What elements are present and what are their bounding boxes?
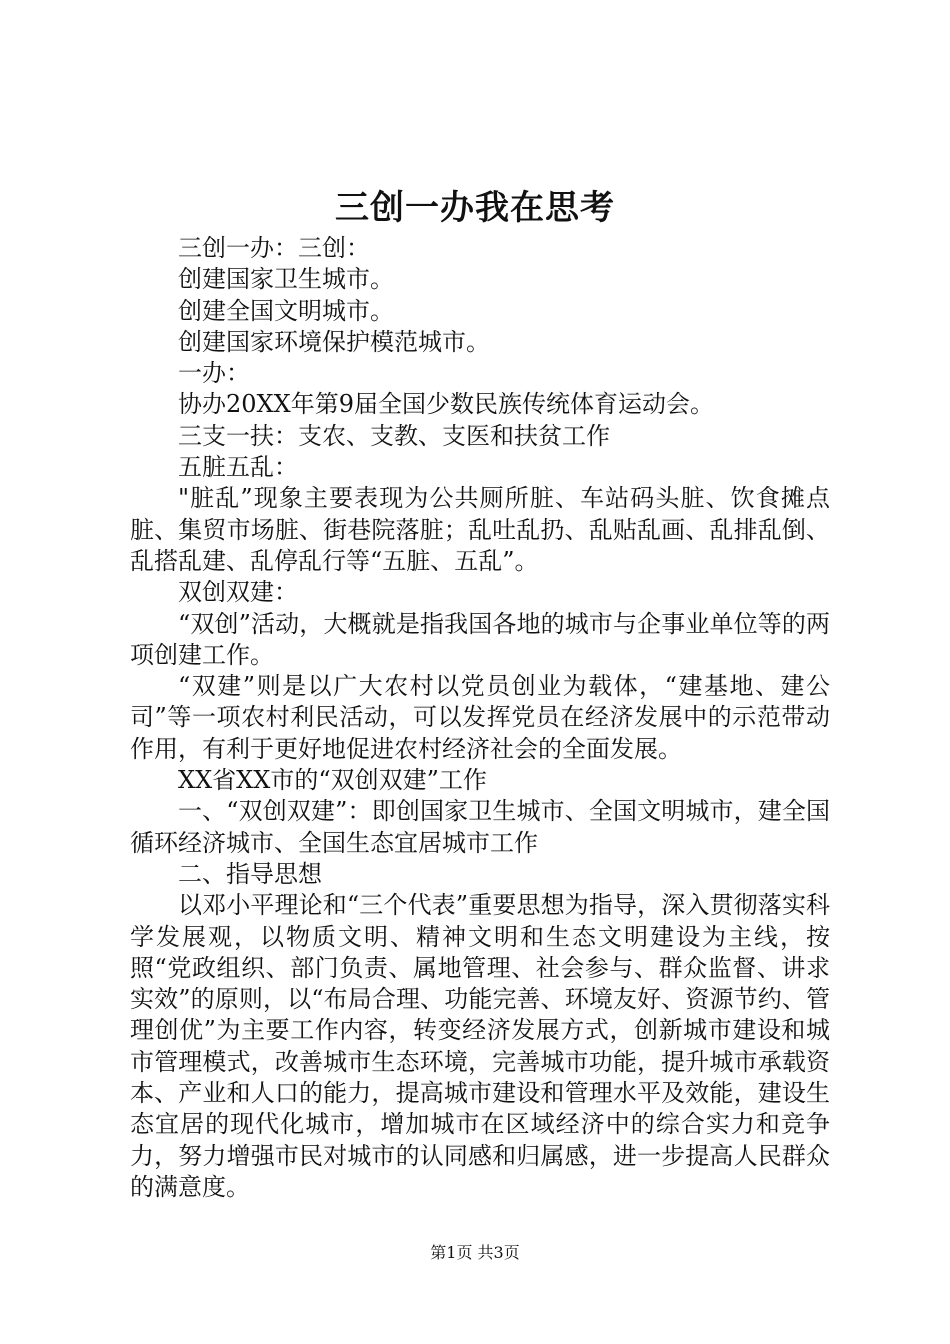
paragraph: 创建国家环境保护模范城市。	[178, 327, 490, 356]
paragraph: “双创”活动，大概就是指我国各地的城市与企事业单位等的两项创建工作。	[130, 609, 830, 669]
paragraph: 双创双建：	[178, 578, 298, 607]
document-body	[130, 233, 830, 1203]
paragraph: “双建”则是以广大农村以党员创业为载体，“建基地、建公司”等一项农村利民活动，可以发挥党员在经济发展中的示范带动作用，有利于更好地促进农村经济社会的全面发展。	[130, 672, 830, 763]
paragraph: "脏乱”现象主要表现为公共厕所脏、车站码头脏、饮食摊点脏、集贸市场脏、街巷院落脏；乱吐乱扔、乱贴乱画、乱排乱倒、乱搭乱建、乱停乱行等“五脏、五乱”。	[130, 484, 830, 575]
document-title: 三创一办我在思考	[335, 188, 615, 228]
paragraph: 三支一扶：支农、支教、支医和扶贫工作	[178, 421, 610, 450]
paragraph: 三创一办：三创：	[178, 234, 370, 262]
paragraph: XX省XX市的“双创双建”工作	[178, 766, 487, 795]
paragraph: 五脏五乱：	[178, 453, 298, 482]
paragraph: 协办20XX年第9届全国少数民族传统体育运动会。	[178, 390, 714, 419]
paragraph: 一、“双创双建”：即创国家卫生城市、全国文明城市，建全国循环经济城市、全国生态宜居城市工作	[130, 797, 830, 857]
paragraph: 以邓小平理论和“三个代表”重要思想为指导，深入贯彻落实科学发展观，以物质文明、精神文明和生态文明建设为主线，按照“党政组织、部门负责、属地管理、社会参与、群众监督、讲求实效”的原则，以“布局合理、功能完善、环境友好、资源节约、管理创优”为主要工作内容，转变经济发展方式，创新城市建设和城市管理模式，改善城市生态环境，完善城市功能，提升城市承载资本、产业和人口的能力，提高城市建设和管理水平及效能，建设生态宜居的现代化城市，增加城市在区域经济中的综合实力和竞争力，努力增强市民对城市的认同感和归属感，进一步提高人民群众的满意度。	[130, 891, 830, 1201]
paragraph: 创建全国文明城市。	[178, 296, 394, 325]
paragraph: 一办：	[178, 359, 250, 388]
paragraph: 创建国家卫生城市。	[178, 265, 394, 294]
page-footer: 第1页 共3页	[430, 1243, 520, 1262]
paragraph: 二、指导思想	[178, 859, 322, 888]
